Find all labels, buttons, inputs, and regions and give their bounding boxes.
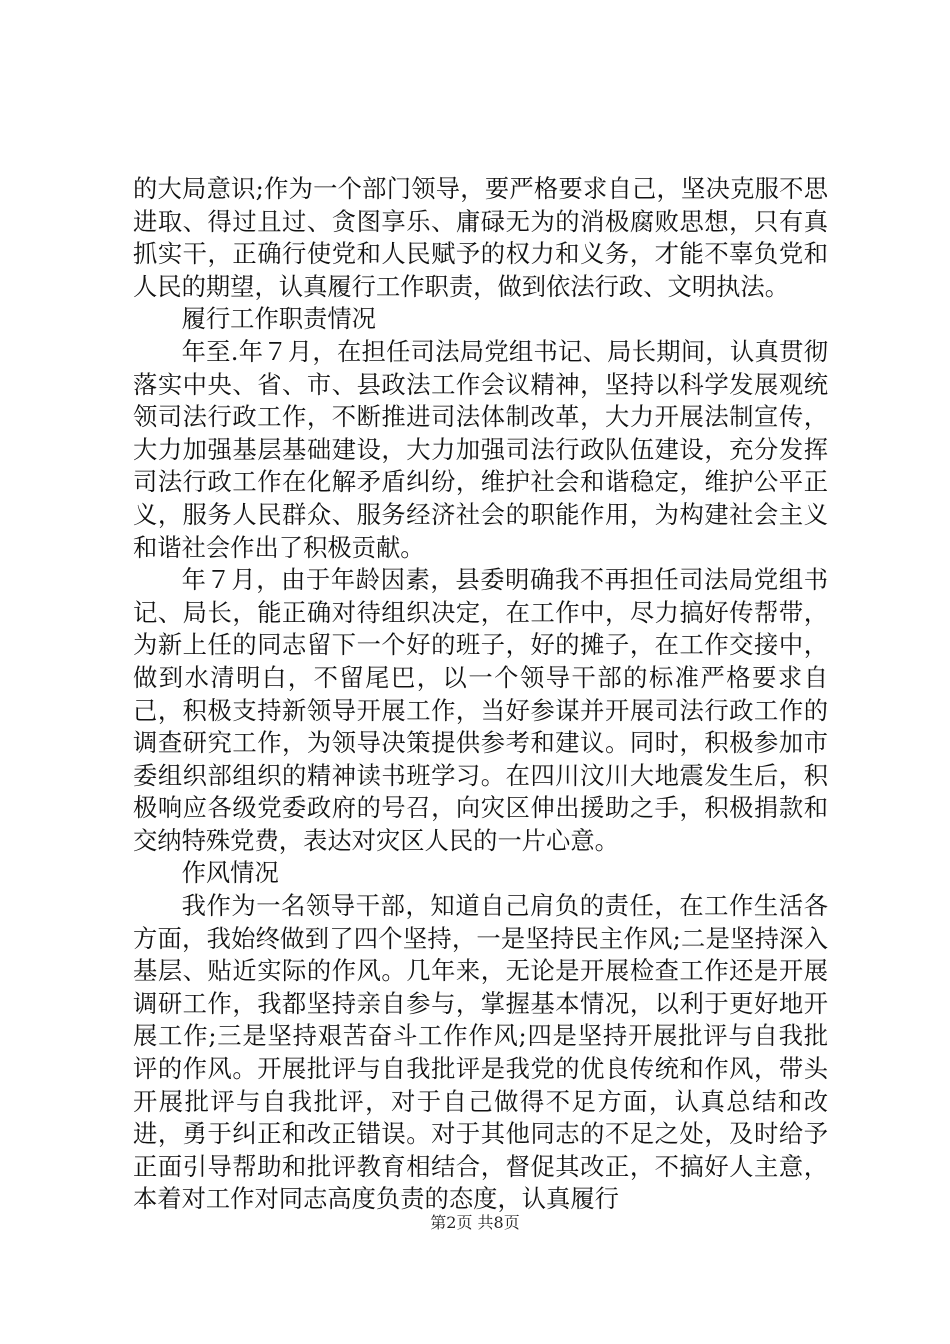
section-heading-style: 作风情况 bbox=[181, 858, 279, 888]
section-heading-duties: 履行工作职责情况 bbox=[181, 304, 376, 334]
page-footer: 第2页 共8页 bbox=[430, 1213, 520, 1232]
paragraph-style: 我作为一名领导干部，知道自己肩负的责任，在工作生活各方面，我始终做到了四个坚持，一是坚持民主作风;二是坚持深入基层、贴近实际的作风。几年来，无论是开展检查工作还是开展调研工作，我都坚持亲自参与，掌握基本情况，以利于更好地开展工作;三是坚持艰苦奋斗工作作风;四是坚持开展批评与自我批评的作风。开展批评与自我批评是我党的优良传统和作风，带头开展批评与自我批评，对于自己做得不足方面，认真总结和改进，勇于纠正和改正错误。对于其他同志的不足之处，及时给予正面引导帮助和批评教育相结合，督促其改正，不搞好人主意，本着对工作对同志高度负责的态度，认真履行 bbox=[133, 891, 828, 1214]
paragraph-continuation: 的大局意识;作为一个部门领导，要严格要求自己，坚决克服不思进取、得过且过、贪图享乐、庸碌无为的消极腐败思想，只有真抓实干，正确行使党和人民赋予的权力和义务，才能不辜负党和人民的期望，认真履行工作职责，做到依法行政、文明执法。 bbox=[133, 174, 828, 301]
paragraph-duties-1: 年至.年７月，在担任司法局党组书记、局长期间，认真贯彻落实中央、省、市、县政法工作会议精神，坚持以科学发展观统领司法行政工作，不断推进司法体制改革，大力开展法制宣传，大力加强基层基础建设，大力加强司法行政队伍建设，充分发挥司法行政工作在化解矛盾纠纷，维护社会和谐稳定，维护公平正义，服务人民群众、服务经济社会的职能作用，为构建社会主义和谐社会作出了积极贡献。 bbox=[133, 336, 828, 562]
document-body bbox=[133, 173, 828, 1216]
paragraph-duties-2: 年７月，由于年龄因素，县委明确我不再担任司法局党组书记、局长，能正确对待组织决定，在工作中，尽力搞好传帮带，为新上任的同志留下一个好的班子，好的摊子，在工作交接中，做到水清明白，不留尾巴，以一个领导干部的标准严格要求自己，积极支持新领导开展工作，当好参谋并开展司法行政工作的调查研究工作，为领导决策提供参考和建议。同时，积极参加市委组织部组织的精神读书班学习。在四川汶川大地震发生后，积极响应各级党委政府的号召，向灾区伸出援助之手，积极捐款和交纳特殊党费，表达对灾区人民的一片心意。 bbox=[133, 565, 828, 855]
